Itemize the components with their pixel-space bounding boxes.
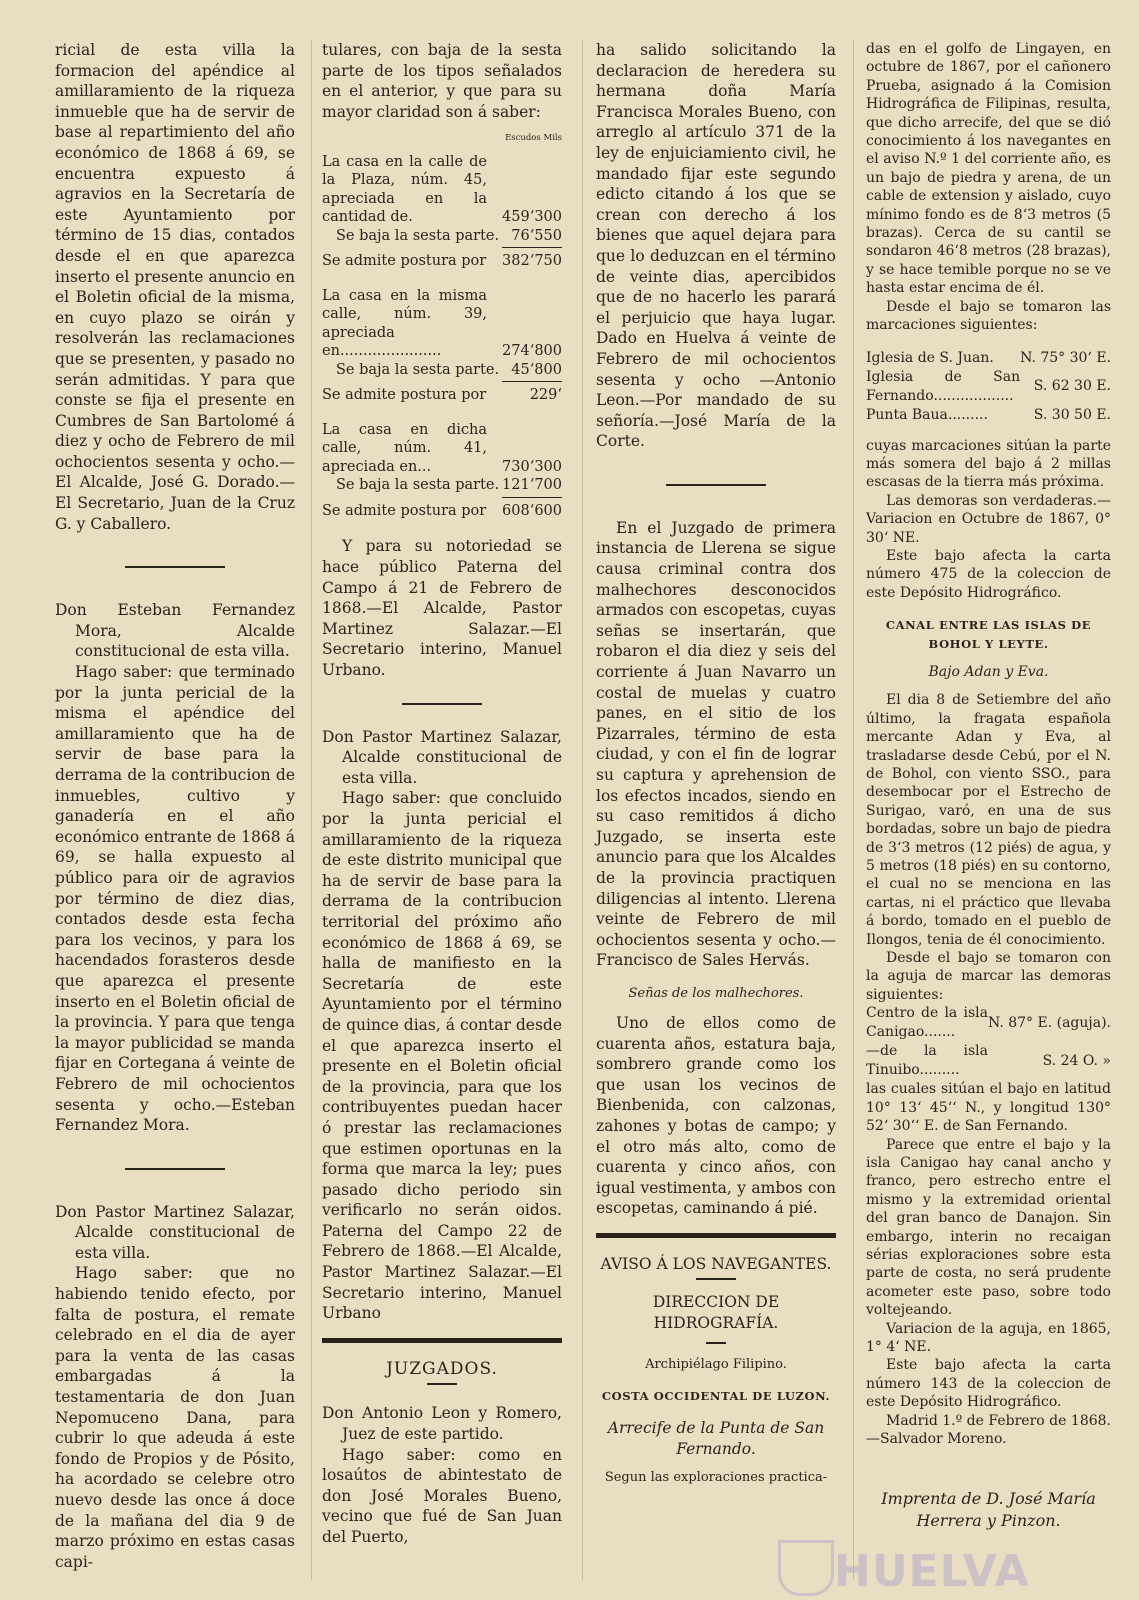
thick-rule xyxy=(322,1338,562,1343)
continued-notice: tulares, con baja de la sesta parte de los tipos señalados en el anterior, y que para su mayor claridad son á saber: xyxy=(322,41,562,121)
notice-body: En el Juzgado de primera instancia de Llerena se sigue causa criminal contra dos malhechores desconocidos armados con escopetas, cuyas señas se insertarán, que robaron el dia diez y seis del corriente á Juan Navarro un costal de muelas y cuatro panes, en el sitio de los Pizarrales, término de esta ciudad, y con el fin de lograr su captura y aprehension de los efectos incados, siendo en su caso remitidos á dicho Juzgado, se inserta este anuncio para que los Alcaldes de la provincia practiquen diligencias al intento. Llerena veinte de Febrero de mil ochocientos sesenta y ocho.—Francisco de Sales Hervás. xyxy=(596,518,836,970)
postura-value: 229‘ xyxy=(529,387,562,404)
notice-heading: Don Pastor Martinez Salazar, Alcalde constitucional de esta villa. xyxy=(55,1202,295,1262)
baja-value: 121‘700 xyxy=(502,477,562,494)
separator xyxy=(402,703,482,705)
bearing-value: S. 30 50 E. xyxy=(1033,406,1111,423)
notice-body: Variacion de la aguja, en 1865, 1° 4‘ NE. xyxy=(866,1320,1111,1355)
notice-body: Desde el bajo se tomaron con la aguja de marcar las demoras siguientes: xyxy=(866,950,1111,1003)
shield-icon xyxy=(778,1540,834,1596)
notice-heading: Don Pastor Martinez Salazar, Alcalde constitucional de esta villa. xyxy=(322,727,562,787)
notice-body: Parece que entre el bajo y la isla Canigao hay canal ancho y franco, pero estrecho entre el mismo y la extremidad oriental del gran banco de Danajon. Sin embargo, interin no recaigan sérias exploraciones sobre esta parte de costa, no será prudente acometer este paso, sobre todo voltejeando. xyxy=(866,1136,1111,1319)
notice-body: Hago saber: que terminado por la junta pericial de la misma el apéndice del amillaramiento que ha de servir de base para la derrama de la contribucion de inmuebles, cultivo y ganadería en el año económico entrante de 1868 á 69, se halla expuesto al público para oir de agravios por término de diez dias, contados desde esta fecha para los vecinos, y para los hacendados forasteros desde que aparezca el presente inserto en el Boletin oficial de la provincia. Y para que tenga la mayor publicidad se manda fijar en Cortegana á veinte de Febrero de mil ochocientos sesenta y ocho.—Esteban Fernandez Mora. xyxy=(55,663,295,1135)
notice-body: Este bajo afecta la carta número 475 de la coleccion de este Depósito Hidrográfico. xyxy=(866,547,1111,601)
watermark-text: HUELVA xyxy=(834,1546,1030,1597)
baja-value: 45‘800 xyxy=(511,361,562,378)
notice-body: Hago saber: como en losaútos de abintestato de don José Morales Bueno, vecino que fué de San Juan del Puerto, xyxy=(322,1445,562,1546)
notice-body: Desde el bajo se tomaron las marcaciones siguientes: xyxy=(866,298,1111,334)
table-row xyxy=(866,1004,1111,1042)
separator xyxy=(696,1278,736,1280)
property-value: 274‘800 xyxy=(502,343,562,360)
table-row xyxy=(866,406,1111,425)
bearings-table xyxy=(866,1004,1111,1080)
property-description: La casa en dicha calle, núm. 41, apreciada en... xyxy=(322,421,487,475)
subsection-title: Arrecife de la Punta de San Fernando. xyxy=(607,1419,825,1458)
separator xyxy=(706,1342,726,1344)
subsection-title: Bajo Adan y Eva. xyxy=(928,663,1049,680)
column-3 xyxy=(596,40,836,1487)
column-divider xyxy=(582,40,583,1580)
property-value: 459‘300 xyxy=(502,209,562,226)
column-divider xyxy=(853,40,854,1580)
signature: Madrid 1.º de Febrero de 1868.—Salvador Moreno. xyxy=(866,1412,1111,1447)
separator xyxy=(125,1168,225,1170)
section-title: CANAL ENTRE LAS ISLAS DE BOHOL Y LEYTE. xyxy=(885,618,1092,651)
column-4 xyxy=(866,40,1111,1532)
table-row xyxy=(866,349,1111,368)
bearing-name: Centro de la isla Canigao....... xyxy=(866,1005,988,1041)
region-label: Archipiélago Filipino. xyxy=(645,1356,787,1372)
notice-body: Segun las exploraciones practica- xyxy=(604,1470,828,1486)
bearing-value: N. 87° E. (aguja). xyxy=(987,1014,1111,1031)
table-row xyxy=(866,368,1111,406)
separator xyxy=(427,1383,457,1385)
notice-body: Hago saber: que no habiendo tenido efecto, por falta de postura, el remate celebrado en el dia de ayer para la venta de las casas embargadas á la testamentaria de don Juan Nepomuceno Dana, para cubrir lo que adeuda á este fondo de Propios y de Pósito, ha acordado se celebre otro nuevo desde las once á doce de la mañana del dia 9 de marzo próximo en estas casas capi- xyxy=(55,1264,295,1571)
postura-label: Se admite postura por xyxy=(322,387,487,404)
continued-notice: das en el golfo de Lingayen, en octubre de 1867, por el cañonero Prueba, asignado á la Comision Hidrográfica de Filipinas, resulta, que dicho arrecife, del que se dió conocimiento á los navegantes en el aviso N.º 1 del corriente año, es un bajo de piedra y arena, de un cable de extension y aislado, cuyo mínimo fondo es de 8‘3 metros (5 brazas). Cerca de su cantil se sondaron 46‘8 metros (28 brazas), y se hace temible porque no se ve hasta estar encima de él. xyxy=(866,41,1111,297)
bearing-name: Punta Baua......... xyxy=(866,406,988,423)
rule xyxy=(502,247,562,248)
notice-body: las cuales sitúan el bajo en latitud 10° 13‘ 45‘‘ N., y longitud 130° 52‘ 30‘‘ E. de San Fernando. xyxy=(866,1081,1111,1135)
bearing-name: —de la isla Tinuibo......... xyxy=(866,1043,988,1079)
property-description: La casa en la misma calle, núm. 39, apreciada en...................... xyxy=(322,287,487,360)
section-title: JUZGADOS. xyxy=(386,1358,498,1379)
baja-label: Se baja la sesta parte. xyxy=(336,477,500,494)
notice-body: Uno de ellos como de cuarenta años, estatura baja, sombrero grande como los que usan los vecinos de Bienbenida, con calzonas, zahones y botas de campo; y el otro más alto, como de cuarenta y cinco años, con igual vestimenta, y ambos con escopetas, caminando á pié. xyxy=(596,1013,836,1218)
notice-body: Las demoras son verdaderas.—Variacion en Octubre de 1867, 0° 30‘ NE. xyxy=(866,492,1111,546)
continued-notice: ricial de esta villa la formacion del apéndice al amillaramiento de la riqueza inmueble que ha de servir de base al repartimiento del año económico de 1868 á 69, se encuentra expuesto á agravios en la Secretaría de este Ayuntamiento por término de 15 dias, contados desde el en que aparezca inserto el presente anuncio en el Boletin oficial de la misma, en cuyo plazo se oirán y resolverán las reclamaciones que se presenten, y pasado no serán admitidas. Y para que conste se fija el presente en Cumbres de San Bartolomé á diez y ocho de Febrero de mil ochocientos sesenta y ocho.—El Alcalde, José G. Dorado.—El Secretario, Juan de la Cruz G. y Caballero. xyxy=(55,41,295,533)
baja-label: Se baja la sesta parte. xyxy=(336,361,500,378)
postura-label: Se admite postura por xyxy=(322,502,487,519)
bearing-value: N. 75° 30‘ E. xyxy=(1020,349,1111,366)
column-2 xyxy=(322,40,562,1548)
separator xyxy=(125,566,225,568)
notice-body: Este bajo afecta la carta número 143 de la coleccion de este Depósito Hidrográfico. xyxy=(866,1357,1111,1411)
postura-label: Se admite postura por xyxy=(322,253,487,270)
column-1 xyxy=(55,40,295,1572)
bearings-table xyxy=(866,349,1111,425)
property-description: La casa en la calle de la Plaza, núm. 45, apreciada en la cantidad de. xyxy=(322,153,487,226)
column-divider xyxy=(311,40,312,1580)
closing-text: Y para su notoriedad se hace público Paterna del Campo á 21 de Febrero de 1868.—El Alcalde, Pastor Martinez Salazar.—El Secretario interino, Manuel Urbano. xyxy=(322,537,562,680)
units-header: Escudos Mils xyxy=(505,133,562,144)
continued-notice: ha salido solicitando la declaracion de heredera su hermana doña María Francisca Morales Bueno, con arreglo al artículo 371 de la ley de enjuiciamiento civil, he mandado fijar este segundo edicto citando á los que se crean con derecho á los bienes que aquel dejara para que lo deduzcan en el término de veinte dias, apercibidos que de no hacerlo les parará el perjuicio que haya lugar. Dado en Huelva á veinte de Febrero de mil ochocientos sesenta y ocho —Antonio Leon.—Por mandado de su señoría.—José María de la Corte. xyxy=(596,41,836,451)
separator xyxy=(666,484,766,486)
section-title: DIRECCION DE HIDROGRAFÍA. xyxy=(652,1293,780,1333)
notice-body: Hago saber: que concluido por la junta pericial el amillaramiento de la riqueza de este distrito municipal que ha de servir de base para la derrama de la contribucion territorial del próximo año económico de 1868 á 69, se halla de manifiesto en la Secretaría de este Ayuntamiento por el término de quince dias, á contar desde el que aparezca inserto el presente en el Boletin oficial de la provincia, para que los contribuyentes puedan hacer ó prestar las reclamaciones que estimen oportunas en la forma que marca la ley; pues pasado dicho periodo sin verificarlo no serán oidos. Paterna del Campo 22 de Febrero de 1868.—El Alcalde, Pastor Martinez Salazar.—El Secretario interino, Manuel Urbano xyxy=(322,789,562,1323)
rule xyxy=(502,381,562,382)
property-value: 730‘300 xyxy=(502,458,562,475)
printer-imprint: Imprenta de D. José María Herrera y Pinzon. xyxy=(881,1489,1096,1531)
notice-body: cuyas marcaciones sitúan la parte más somera del bajo á 2 millas escasas de la tierra más próxima. xyxy=(866,437,1111,491)
baja-label: Se baja la sesta parte. xyxy=(336,227,500,244)
bearing-name: Iglesia de San Fernando.................. xyxy=(866,368,1021,404)
table-row xyxy=(866,1042,1111,1080)
baja-value: 76‘550 xyxy=(511,227,562,244)
section-title: AVISO Á LOS NAVEGANTES. xyxy=(600,1254,832,1273)
region-label: COSTA OCCIDENTAL DE LUZON. xyxy=(601,1388,831,1403)
notice-heading: Don Antonio Leon y Romero, Juez de este partido. xyxy=(322,1404,562,1444)
property-item xyxy=(322,421,562,521)
notice-body: El dia 8 de Setiembre del año último, la fragata española mercante Adan y Eva, al trasladarse desde Cebú, por el N. de Bohol, con viento SSO., para desembocar por el Estrecho de Surigao, varó, en una de sus bordadas, sobre un bajo de piedra de 3‘3 metros (12 piés) de agua, y 5 metros (18 piés) en su contorno, el cual no se menciona en las cartas, ni el práctico que llevaba á bordo, tomado en el pueblo de Ilongos, tenia de él conocimiento. xyxy=(866,692,1111,948)
notice-heading: Don Esteban Fernandez Mora, Alcalde constitucional de esta villa. xyxy=(55,601,295,661)
subsection-title: Señas de los malhechores. xyxy=(628,985,804,1001)
bearing-value: S. 62 30 E. xyxy=(1033,378,1111,394)
postura-value: 608‘600 xyxy=(502,502,562,519)
thick-rule xyxy=(596,1233,836,1238)
property-item xyxy=(322,287,562,405)
bearing-name: Iglesia de S. Juan. xyxy=(866,349,994,366)
property-item xyxy=(322,153,562,271)
rule xyxy=(502,497,562,498)
postura-value: 382‘750 xyxy=(502,253,562,270)
bearing-value: S. 24 O. » xyxy=(1042,1052,1111,1069)
